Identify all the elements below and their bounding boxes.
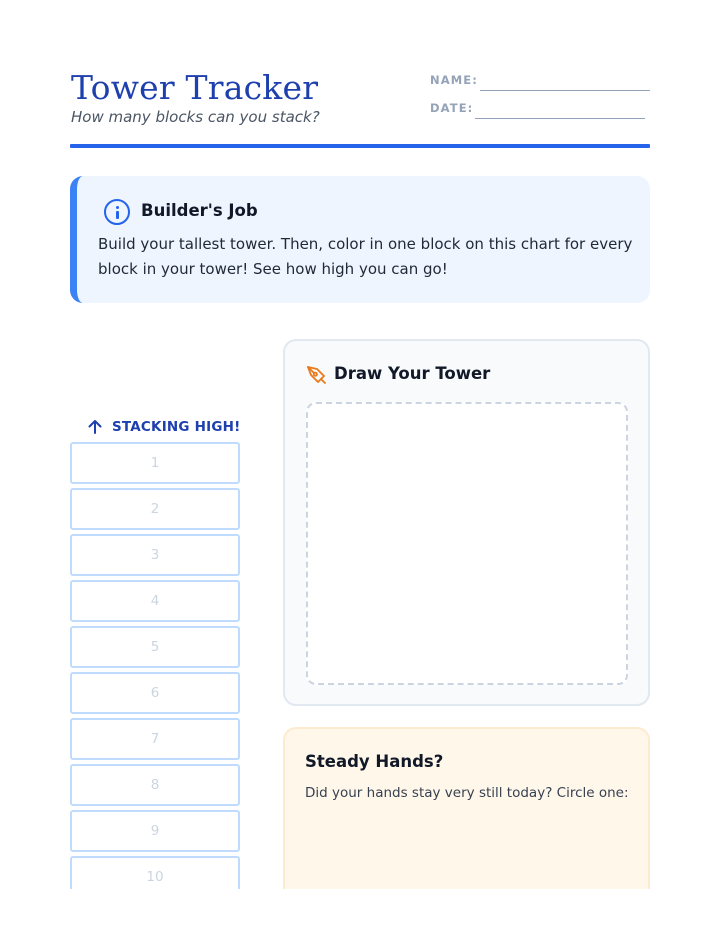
pencil-icon	[305, 363, 329, 387]
tower-block-7[interactable]: 7	[70, 718, 240, 760]
builders-job-box	[70, 176, 650, 303]
tower-block-3[interactable]: 3	[70, 534, 240, 576]
tower-block-9[interactable]: 9	[70, 810, 240, 852]
steady-hands-question: Did your hands stay very still today? Circle one:	[305, 785, 629, 801]
tower-block-4[interactable]: 4	[70, 580, 240, 622]
steady-hands-heading: Steady Hands?	[305, 752, 444, 771]
name-label: NAME:	[430, 73, 478, 87]
header-divider	[70, 144, 650, 148]
tower-block-5[interactable]: 5	[70, 626, 240, 668]
stacking-chart-label: STACKING HIGH!	[112, 419, 241, 435]
draw-tower-heading: Draw Your Tower	[334, 364, 491, 383]
stacking-chart-heading	[86, 418, 240, 436]
tower-block-2[interactable]: 2	[70, 488, 240, 530]
builders-job-heading: Builder's Job	[141, 201, 258, 220]
info-circle-icon	[104, 199, 130, 225]
date-field[interactable]	[475, 118, 645, 119]
date-label: DATE:	[430, 101, 474, 115]
arrow-up-icon	[86, 418, 104, 436]
tower-block-8[interactable]: 8	[70, 764, 240, 806]
page-title: Tower Tracker	[71, 68, 319, 107]
drawing-area[interactable]	[306, 402, 628, 685]
page-bottom-edge	[0, 889, 720, 932]
builders-job-text: Build your tallest tower. Then, color in one block on this chart for every block in your tower! See how high you can go!	[98, 235, 633, 278]
tower-block-10[interactable]: 10	[70, 856, 240, 898]
name-field[interactable]	[480, 90, 650, 91]
page-subtitle: How many blocks can you stack?	[71, 108, 320, 126]
tower-block-6[interactable]: 6	[70, 672, 240, 714]
draw-tower-card	[283, 339, 650, 706]
tower-block-1[interactable]: 1	[70, 442, 240, 484]
